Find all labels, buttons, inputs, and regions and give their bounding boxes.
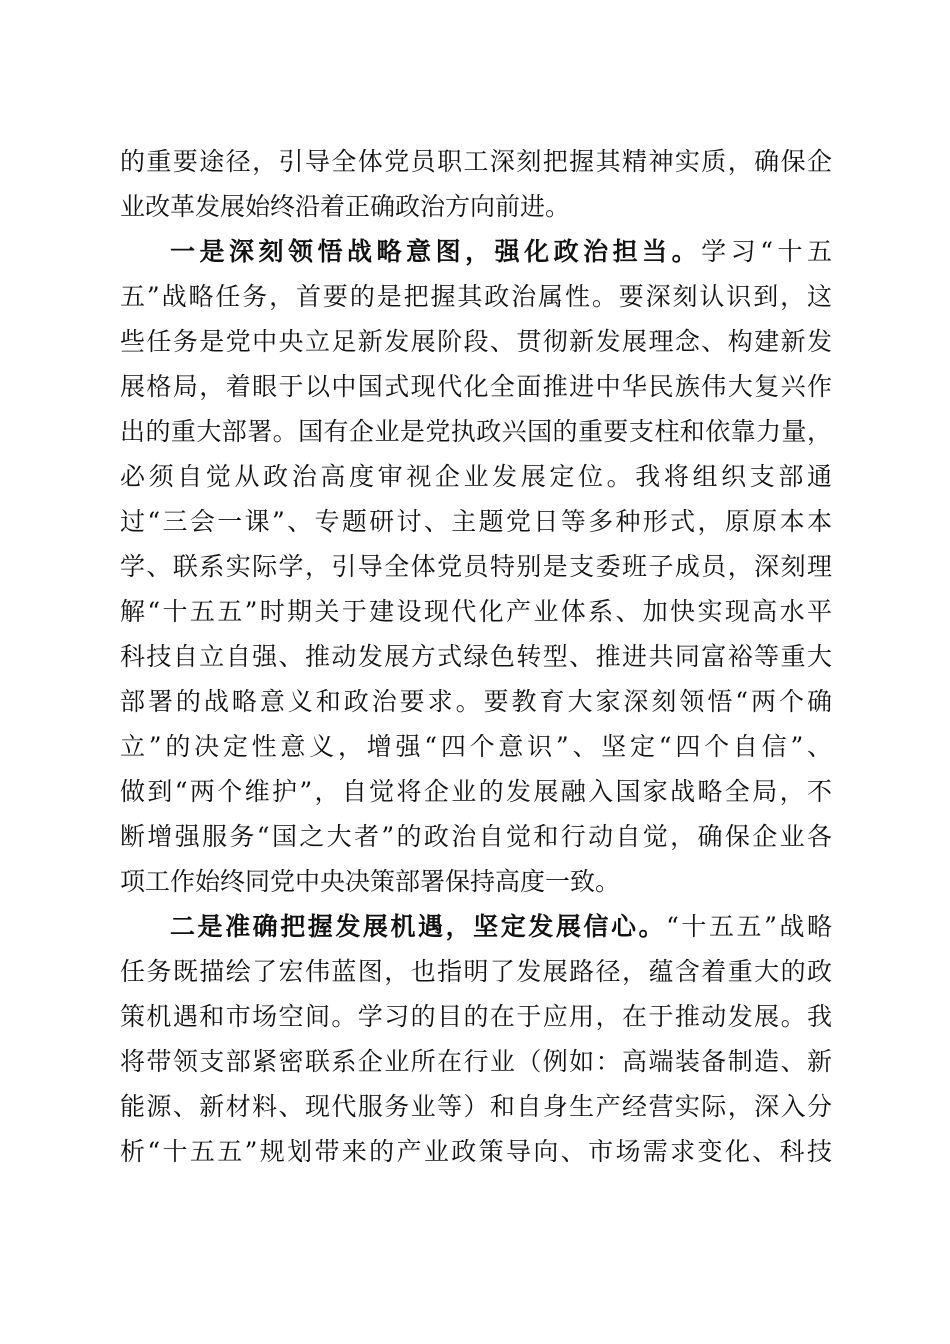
paragraph-first-line [170,905,832,949]
text-line: 五”战略任务，首要的是把握其政治属性。要深刻认识到，这 [120,282,832,311]
text-line: 能源、新材料、现代服务业等）和自身生产经营实际，深入分 [120,1092,832,1121]
text-line: 学、联系实际学，引导全体党员特别是支委班子成员，深刻理 [120,552,832,581]
text-line: 些任务是党中央立足新发展阶段、贯彻新发展理念、构建新发 [120,327,832,356]
paragraph-heading: 一是深刻领悟战略意图，强化政治担当。 [170,237,702,266]
text-line: 过“三会一课”、专题研讨、主题党日等多种形式，原原本本 [120,507,832,536]
text-line: 必须自觉从政治高度审视企业发展定位。我将组织支部通 [120,462,832,491]
text-line: 项工作始终同党中央决策部署保持高度一致。 [120,867,621,896]
text-line: 解“十五五”时期关于建设现代化产业体系、加快实现高水平 [120,597,832,626]
paragraph-first-line [170,230,832,274]
text-line: 出的重大部署。国有企业是党执政兴国的重要支柱和依靠力量， [120,417,832,446]
text-line: 业改革发展始终沿着正确政治方向前进。 [120,192,571,221]
paragraph-text: 学习“十五 [701,237,832,266]
text-line: 析“十五五”规划带来的产业政策导向、市场需求变化、科技 [120,1137,832,1166]
text-line: 断增强服务“国之大者”的政治自觉和行动自觉，确保企业各 [120,822,832,851]
text-line: 任务既描绘了宏伟蓝图，也指明了发展路径，蕴含着重大的政 [120,957,832,986]
text-line: 部署的战略意义和政治要求。要教育大家深刻领悟“两个确 [120,687,832,716]
text-line: 将带领支部紧密联系企业所在行业（例如：高端装备制造、新 [120,1047,832,1076]
text-line: 科技自立自强、推动发展方式绿色转型、推进共同富裕等重大 [120,642,832,671]
text-line: 立”的决定性意义，增强“四个意识”、坚定“四个自信”、 [120,732,832,761]
text-line: 的重要途径，引导全体党员职工深刻把握其精神实质，确保企 [120,147,832,176]
text-line: 做到“两个维护”，自觉将企业的发展融入国家战略全局，不 [120,777,832,806]
text-line: 展格局，着眼于以中国式现代化全面推进中华民族伟大复兴作 [120,372,832,401]
text-line: 策机遇和市场空间。学习的目的在于应用，在于推动发展。我 [120,1002,832,1031]
paragraph-heading: 二是准确把握发展机遇，坚定发展信心。 [170,912,667,941]
paragraph-text: “十五五”战略 [666,912,832,941]
